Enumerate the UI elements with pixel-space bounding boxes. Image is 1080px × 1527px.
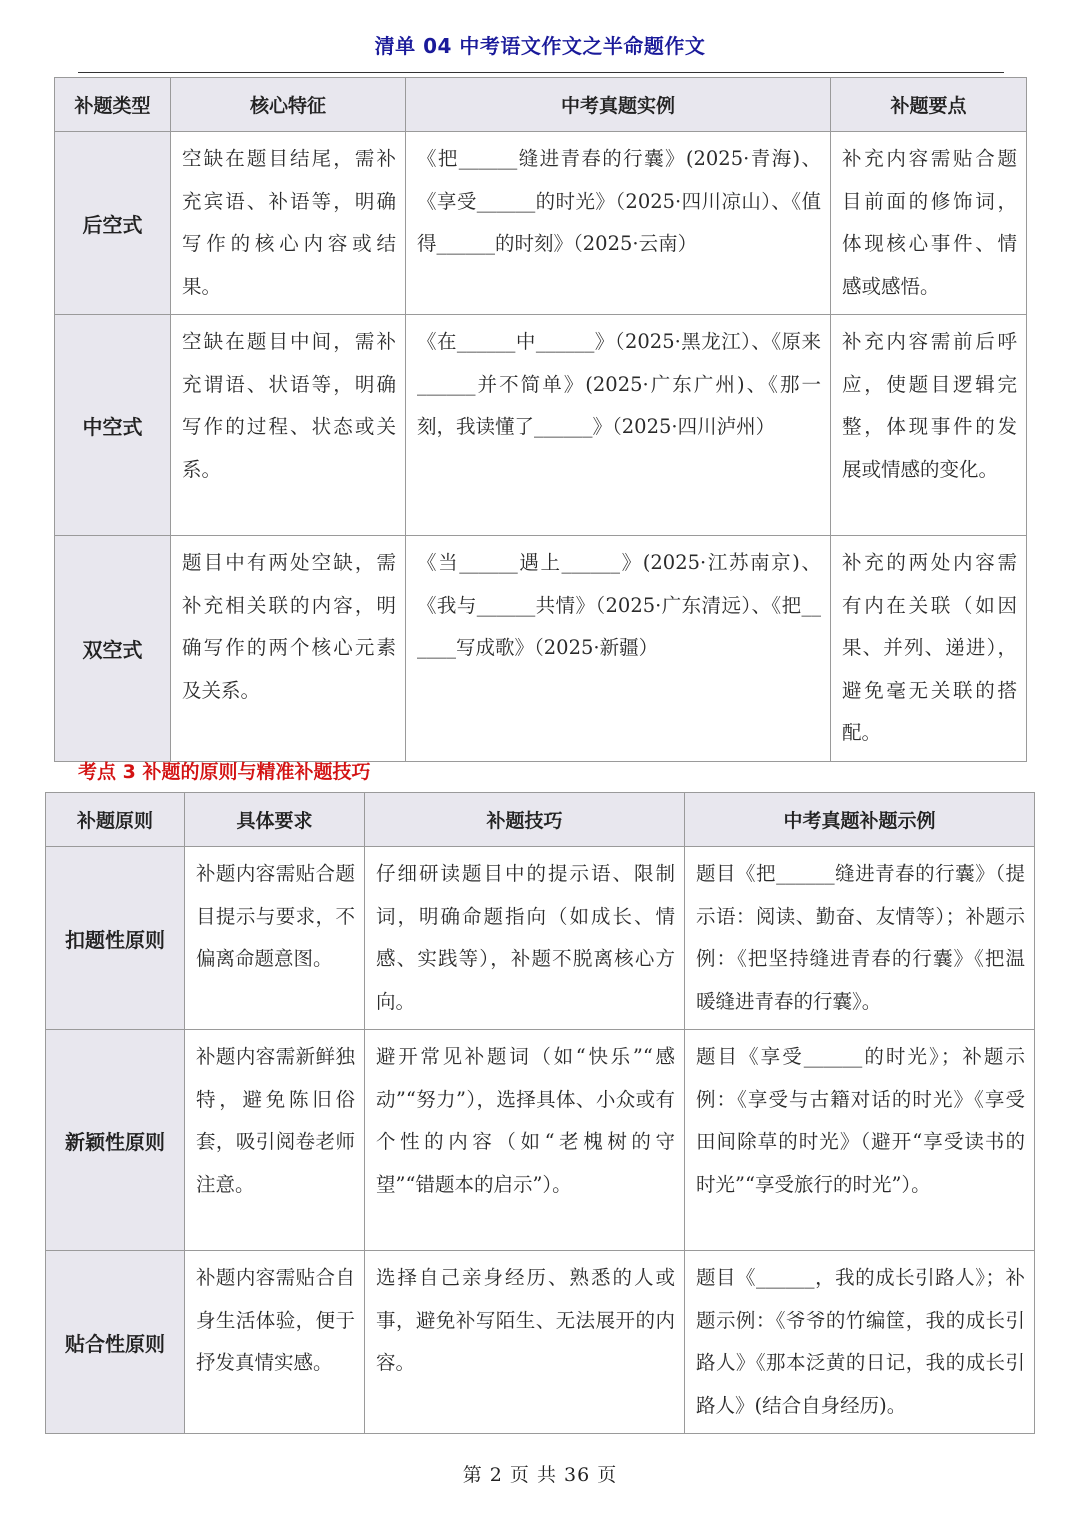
table-row — [46, 847, 1035, 1030]
header-divider — [78, 72, 1004, 73]
table-row — [46, 1030, 1035, 1251]
feature-cell: 题目中有两处空缺，需补充相关联的内容，明确写作的两个核心元素及关系。 — [171, 536, 406, 762]
feature-cell: 空缺在题目结尾，需补充宾语、补语等，明确写作的核心内容或结果。 — [171, 132, 406, 315]
row-label: 贴合性原则 — [46, 1251, 185, 1434]
examples-cell: 《当______遇上______》(2025·江苏南京)、《我与______共情》（2025·广东清远）、《把______写成歌》（2025·新疆） — [406, 536, 831, 762]
points-cell: 补充内容需贴合题目前面的修饰词，体现核心事件、情感或感悟。 — [831, 132, 1027, 315]
fill-type-table — [54, 77, 1027, 762]
requirement-cell: 补题内容需贴合自身生活体验，便于抒发真情实感。 — [185, 1251, 365, 1434]
section-heading: 考点 3 补题的原则与精准补题技巧 — [78, 761, 371, 783]
column-header: 补题类型 — [55, 78, 171, 132]
table-row — [55, 315, 1027, 536]
column-header: 具体要求 — [185, 793, 365, 847]
column-header: 中考真题补题示例 — [685, 793, 1035, 847]
row-label: 双空式 — [55, 536, 171, 762]
row-label: 后空式 — [55, 132, 171, 315]
table-header-row — [55, 78, 1027, 132]
table-row — [55, 536, 1027, 762]
requirement-cell: 补题内容需贴合题目提示与要求，不偏离命题意图。 — [185, 847, 365, 1030]
column-header: 补题原则 — [46, 793, 185, 847]
points-cell: 补充内容需前后呼应，使题目逻辑完整，体现事件的发展或情感的变化。 — [831, 315, 1027, 536]
fill-principle-table — [45, 792, 1035, 1434]
column-header: 补题技巧 — [365, 793, 685, 847]
technique-cell: 仔细研读题目中的提示语、限制词，明确命题指向（如成长、情感、实践等），补题不脱离核心方向。 — [365, 847, 685, 1030]
requirement-cell: 补题内容需新鲜独特，避免陈旧俗套，吸引阅卷老师注意。 — [185, 1030, 365, 1251]
technique-cell: 选择自己亲身经历、熟悉的人或事，避免补写陌生、无法展开的内容。 — [365, 1251, 685, 1434]
table-row — [55, 132, 1027, 315]
document-title: 清单 04 中考语文作文之半命题作文 — [374, 34, 706, 58]
column-header: 中考真题实例 — [406, 78, 831, 132]
page-number: 第 2 页 共 36 页 — [462, 1464, 618, 1486]
table-row — [46, 1251, 1035, 1434]
points-cell: 补充的两处内容需有内在关联（如因果、并列、递进），避免毫无关联的搭配。 — [831, 536, 1027, 762]
row-label: 中空式 — [55, 315, 171, 536]
example-cell: 题目《享受______的时光》；补题示例：《享受与古籍对话的时光》《享受田间除草的时光》（避开“享受读书的时光”“享受旅行的时光”）。 — [685, 1030, 1035, 1251]
example-cell: 题目《把______缝进青春的行囊》（提示语：阅读、勤奋、友情等）；补题示例：《把坚持缝进青春的行囊》《把温暖缝进青春的行囊》。 — [685, 847, 1035, 1030]
column-header: 补题要点 — [831, 78, 1027, 132]
examples-cell: 《在______中______》（2025·黑龙江）、《原来______并不简单》(2025·广东广州)、《那一刻，我读懂了______》（2025·四川泸州） — [406, 315, 831, 536]
row-label: 新颖性原则 — [46, 1030, 185, 1251]
example-cell: 题目《______，我的成长引路人》；补题示例：《爷爷的竹编筐，我的成长引路人》《那本泛黄的日记，我的成长引路人》(结合自身经历)。 — [685, 1251, 1035, 1434]
row-label: 扣题性原则 — [46, 847, 185, 1030]
table-header-row — [46, 793, 1035, 847]
feature-cell: 空缺在题目中间，需补充谓语、状语等，明确写作的过程、状态或关系。 — [171, 315, 406, 536]
technique-cell: 避开常见补题词（如“快乐”“感动”“努力”），选择具体、小众或有个性的内容（如“老槐树的守望”“错题本的启示”）。 — [365, 1030, 685, 1251]
column-header: 核心特征 — [171, 78, 406, 132]
examples-cell: 《把______缝进青春的行囊》(2025·青海)、《享受______的时光》（2025·四川凉山）、《值得______的时刻》（2025·云南） — [406, 132, 831, 315]
